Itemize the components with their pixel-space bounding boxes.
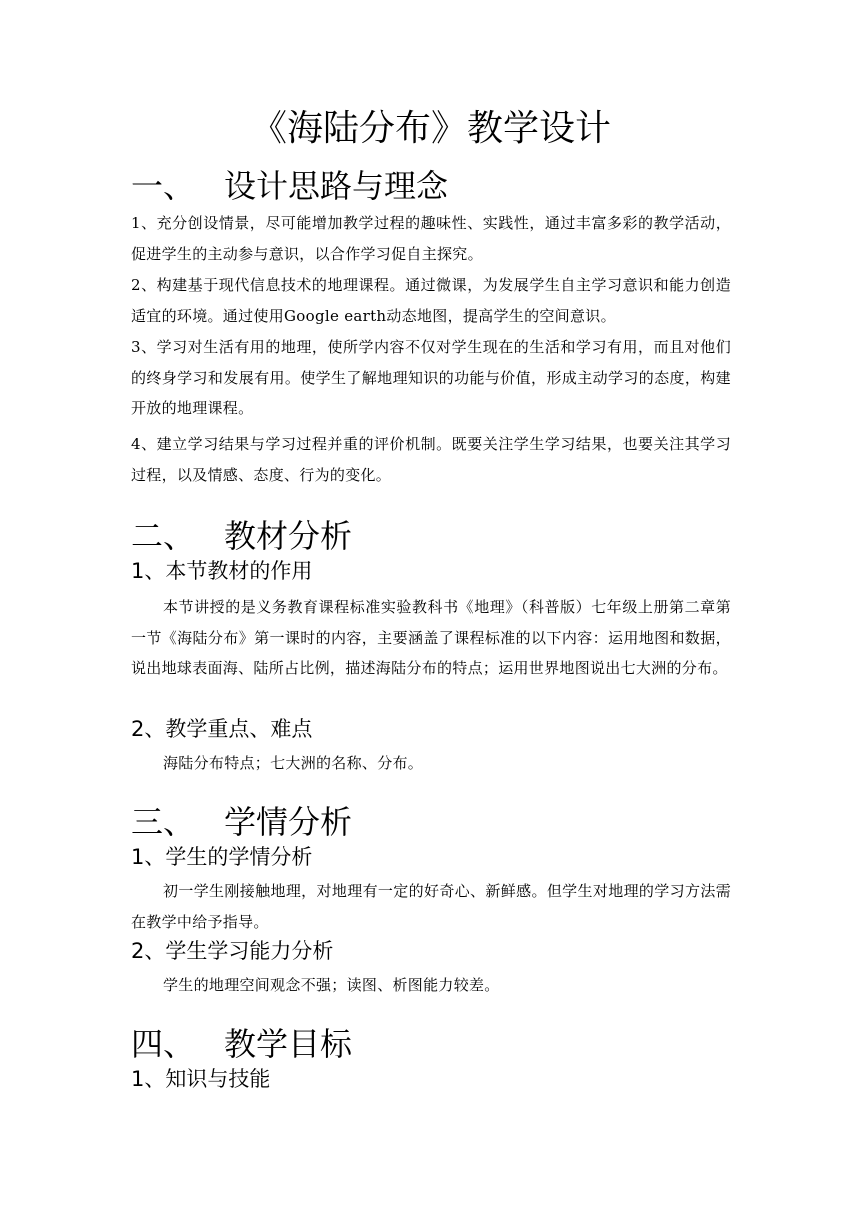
section-number: 四、 <box>131 1025 196 1063</box>
paragraph: 2、构建基于现代信息技术的地理课程。通过微课，为发展学生自主学习意识和能力创造适宜的环境。通过使用Google earth动态地图，提高学生的空间意识。 <box>131 276 731 325</box>
section-number: 一、 <box>131 167 196 205</box>
subsection-heading: 2、教学重点、难点 <box>131 717 313 741</box>
section-heading <box>131 166 448 206</box>
document-title: 《海陆分布》教学设计 <box>250 108 611 149</box>
subsection-heading: 1、学生的学情分析 <box>131 845 313 869</box>
section-heading <box>131 516 352 556</box>
paragraph: 本节讲授的是义务教育课程标准实验教科书《地理》（科普版）七年级上册第二章第一节《海陆分布》第一课时的内容，主要涵盖了课程标准的以下内容：运用地图和数据，说出地球表面海、陆所占比例，描述海陆分布的特点；运用世界地图说出七大洲的分布。 <box>131 598 731 677</box>
section-number: 三、 <box>131 803 196 841</box>
section-heading <box>131 802 352 842</box>
section-number: 二、 <box>131 517 196 555</box>
paragraph: 1、充分创设情景，尽可能增加教学过程的趣味性、实践性，通过丰富多彩的教学活动，促进学生的主动参与意识，以合作学习促自主探究。 <box>131 214 731 263</box>
subsection-heading: 1、本节教材的作用 <box>131 559 313 583</box>
section-heading <box>131 1024 352 1064</box>
paragraph: 学生的地理空间观念不强；读图、析图能力较差。 <box>163 976 500 994</box>
subsection-heading: 2、学生学习能力分析 <box>131 939 334 963</box>
paragraph: 海陆分布特点；七大洲的名称、分布。 <box>163 754 424 772</box>
section-title: 教学目标 <box>224 1025 353 1063</box>
paragraph: 初一学生刚接触地理，对地理有一定的好奇心、新鲜感。但学生对地理的学习方法需在教学中给予指导。 <box>131 882 731 931</box>
paragraph: 4、建立学习结果与学习过程并重的评价机制。既要关注学生学习结果，也要关注其学习过程，以及情感、态度、行为的变化。 <box>131 435 731 484</box>
section-title: 设计思路与理念 <box>224 167 449 205</box>
subsection-heading: 1、知识与技能 <box>131 1067 271 1091</box>
section-title: 学情分析 <box>224 803 353 841</box>
section-title: 教材分析 <box>224 517 353 555</box>
paragraph: 3、学习对生活有用的地理，使所学内容不仅对学生现在的生活和学习有用，而且对他们的终身学习和发展有用。使学生了解地理知识的功能与价值，形成主动学习的态度，构建开放的地理课程。 <box>131 338 731 417</box>
